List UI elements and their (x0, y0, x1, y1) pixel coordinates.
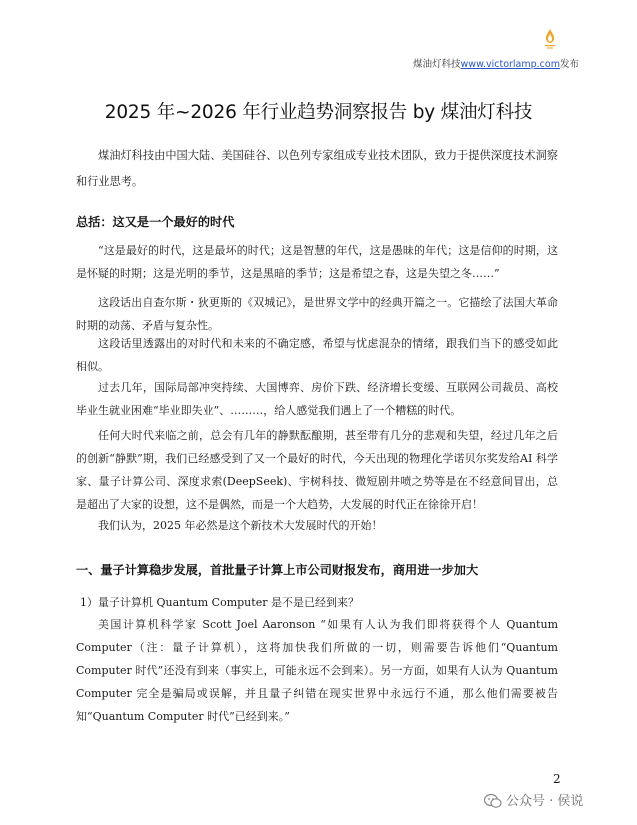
summary-heading: 总括：这又是一个最好的时代 (76, 215, 235, 229)
summary-paragraph-3: 这段话里透露出的对时代和未来的不确定感，希望与忧虑混杂的情绪，跟我们当下的感受如此相似。 (76, 337, 558, 373)
section1-heading: 一、量子计算稳步发展，首批量子计算上市公司财报发布，商用进一步加大 (76, 563, 479, 577)
summary-paragraph-6: 我们认为，2025 年必然是这个新技术大发展时代的开始！ (98, 519, 383, 532)
report-title: 2025 年~2026 年行业趋势洞察报告 by 煤油灯科技 (104, 102, 533, 123)
website-link[interactable]: www.victorlamp.com (460, 59, 560, 70)
header-publish-label: 发布 (559, 59, 579, 70)
watermark-text: 公众号 · 侯说 (506, 794, 584, 809)
header-publisher-name: 煤油灯科技 (413, 59, 461, 70)
header-publisher (413, 56, 579, 70)
lamp-logo-icon (541, 28, 559, 50)
wechat-icon (484, 793, 502, 809)
section1-subheading: 1）量子计算机 Quantum Computer 是不是已经到来？ (80, 596, 359, 609)
summary-paragraph-5: 任何大时代来临之前，总会有几年的静默酝酿期，甚至带有几分的悲观和失望，经过几年之后的创新“静默”期，我们已经感受到了又一个最好的时代，今天出现的物理化学诺贝尔奖发给AI 科学家、量子计算公司、深度求索(DeepSeek)、宇树科技、微短剧井喷之势等是在不经意间冒出，总是超出了大家的设想，这不是偶然，而是一个大趋势，大发展的时代正在徐徐开启！ (76, 429, 558, 511)
page-number: 2 (553, 772, 561, 786)
intro-paragraph: 煤油灯科技由中国大陆、美国硅谷、以色列专家组成专业技术团队，致力于提供深度技术洞察和行业思考。 (76, 149, 558, 188)
wechat-watermark (484, 790, 583, 809)
section1-paragraph: 美国计算机科学家 Scott Joel Aaronson “如果有人认为我们即将获得个人 Quantum Computer（注：量子计算机），这将加快我们所做的一切，则需要告诉他们“Quantum Computer 时代”还没有到来（事实上，可能永远不会到来）。另一方面，如果有人认为 Quantum Computer 完全是骗局或误解，并且量子纠错在现实世界中永远行不通，那么他们需要被告知“Quantum Computer 时代”已经到来。” (76, 618, 558, 723)
summary-paragraph-2: 这段话出自查尔斯・狄更斯的《双城记》，是世界文学中的经典开篇之一。它描绘了法国大革命时期的动荡、矛盾与复杂性。 (76, 296, 558, 332)
summary-paragraph-1: “这是最好的时代，这是最坏的时代；这是智慧的年代，这是愚昧的年代；这是信仰的时期，这是怀疑的时期；这是光明的季节，这是黑暗的季节；这是希望之春，这是失望之冬……” (76, 244, 558, 280)
summary-paragraph-4: 过去几年，国际局部冲突持续、大国博弈、房价下跌、经济增长变缓、互联网公司裁员、高校毕业生就业困难“毕业即失业”、………，给人感觉我们遇上了一个糟糕的时代。 (76, 381, 558, 417)
